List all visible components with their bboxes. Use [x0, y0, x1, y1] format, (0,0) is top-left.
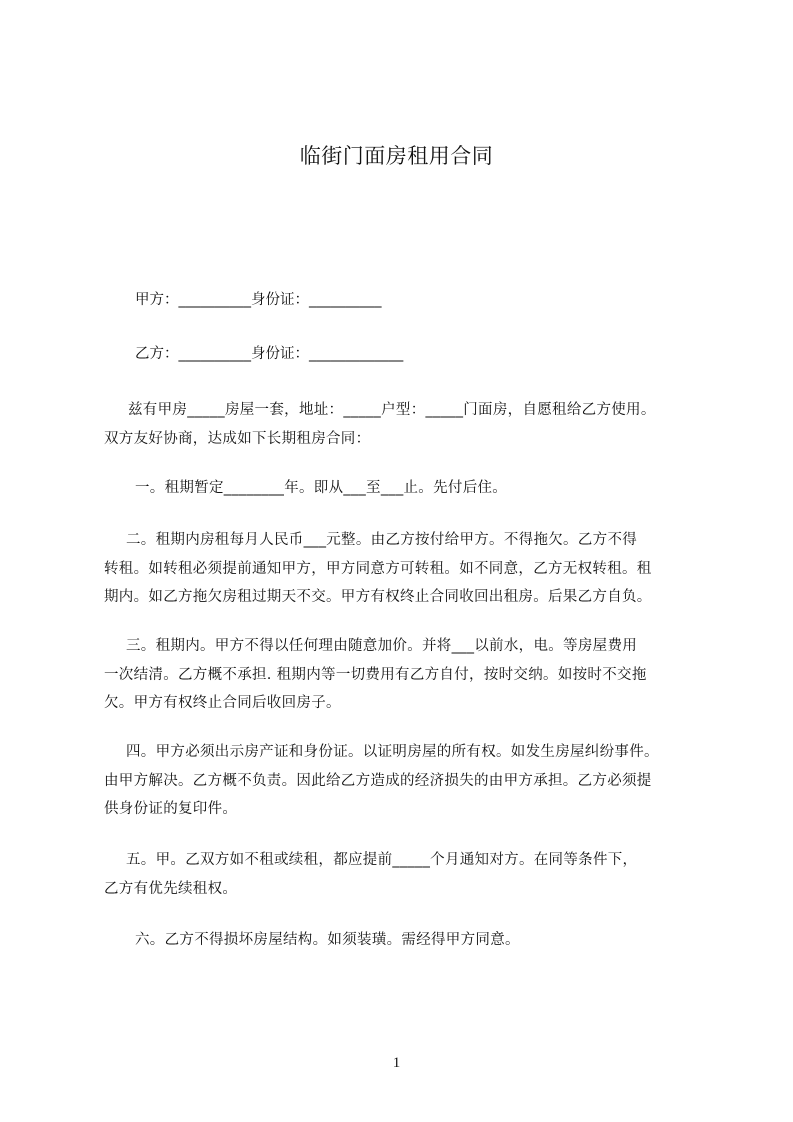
- intro-line-2: 双方友好协商，达成如下长期租房合同：: [104, 430, 371, 447]
- clause-4-line-1: 四。甲方必须出示房产证和身份证。以证明房屋的所有权。如发生房屋纠纷事件。: [126, 744, 659, 760]
- clause-4-paragraph: [104, 738, 704, 824]
- clause-2-line-2: 转租。如转租必须提前通知甲方，甲方同意方可转租。如不同意，乙方无权转租。租: [104, 560, 652, 577]
- clause-2-line-3: 期内。如乙方拖欠房租过期天不交。甲方有权终止合同收回出租房。后果乙方自负。: [104, 589, 652, 605]
- clause-3-paragraph: [104, 632, 704, 718]
- clause-5-line-1: 五。甲。乙双方如不租或续租，都应提前_____个月通知对方。在同等条件下，: [126, 852, 638, 868]
- intro-line-1: 兹有甲房_____房屋一套，地址：_____户型：_____门面房，自愿租给乙方使用。: [128, 402, 656, 418]
- document-title: 临街门面房租用合同: [299, 144, 494, 168]
- clause-2-line-1: 二。租期内房租每月人民币___元整。由乙方按付给甲方。不得拖欠。乙方不得: [126, 532, 638, 548]
- intro-paragraph: [104, 396, 704, 453]
- clause-6-paragraph: [135, 926, 735, 955]
- party-b-line: 乙方：__________身份证：_____________: [135, 346, 404, 362]
- clause-3-line-3: 欠。甲方有权终止合同后收回房子。: [104, 695, 341, 711]
- clause-3-line-1: 三。租期内。甲方不得以任何理由随意加价。并将___以前水，电。等房屋费用: [126, 638, 638, 654]
- clause-6-line-1: 六。乙方不得损坏房屋结构。如须装璜。需经得甲方同意。: [135, 932, 520, 948]
- clause-3-line-2: 一次结清。乙方概不承担. 租期内等一切费用有乙方自付，按时交纳。如按时不交拖: [104, 666, 647, 683]
- page-number: 1: [392, 1055, 401, 1071]
- clause-4-line-3: 供身份证的复印件。: [104, 801, 238, 817]
- clause-2-paragraph: [104, 526, 704, 612]
- clause-5-paragraph: [104, 846, 704, 903]
- party-a-line: 甲方：__________身份证：__________: [135, 292, 382, 308]
- clause-5-line-2: 乙方有优先续租权。: [104, 880, 238, 897]
- clause-4-line-2: 由甲方解决。乙方概不负责。因此给乙方造成的经济损失的由甲方承担。乙方必须提: [104, 772, 652, 789]
- clause-1-line-1: 一。租期暂定________年。即从___至___止。先付后住。: [135, 480, 508, 496]
- clause-1-paragraph: [135, 474, 735, 503]
